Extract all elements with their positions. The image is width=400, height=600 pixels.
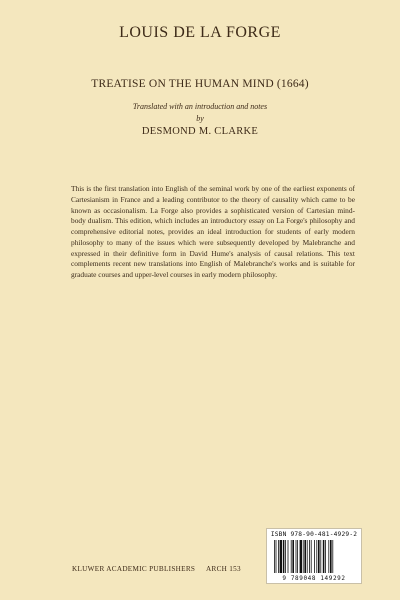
- by-line: by: [196, 114, 204, 123]
- author-name: LOUIS DE LA FORGE: [119, 24, 281, 41]
- translator-name: DESMOND M. CLARKE: [141, 126, 259, 137]
- book-description: This is the first translation into English of the seminal work by one of the earliest exponents of Cartesianism in France and a leading contributor to the theory of causality which came to be known as occasionalism. La Forge also provides a sophisticated version of Cartesian mind-body dualism. This edition, which includes an introductory essay on La Forge's philosophy and comprehensive editorial notes, provides an ideal introduction for students of early modern philosophy to many of the issues which were subsequently developed by Malebranche and expressed in their definitive form in David Hume's analysis of causal relations. This text complements recent new translations into English of Malebranche's works and is suitable for graduate courses and upper-level courses in early modern philosophy.: [71, 184, 355, 279]
- isbn-label: ISBN 978-90-481-4929-2: [270, 531, 358, 538]
- translated-line: Translated with an introduction and notes: [132, 102, 268, 111]
- publisher-name: KLUWER ACADEMIC PUBLISHERS: [72, 565, 196, 573]
- barcode-digits: 9 789048 149292: [282, 575, 346, 582]
- barcode-icon: [273, 540, 355, 573]
- series-number: ARCH 153: [206, 565, 241, 573]
- barcode-box: [266, 528, 362, 584]
- book-title: TREATISE ON THE HUMAN MIND (1664): [91, 78, 309, 90]
